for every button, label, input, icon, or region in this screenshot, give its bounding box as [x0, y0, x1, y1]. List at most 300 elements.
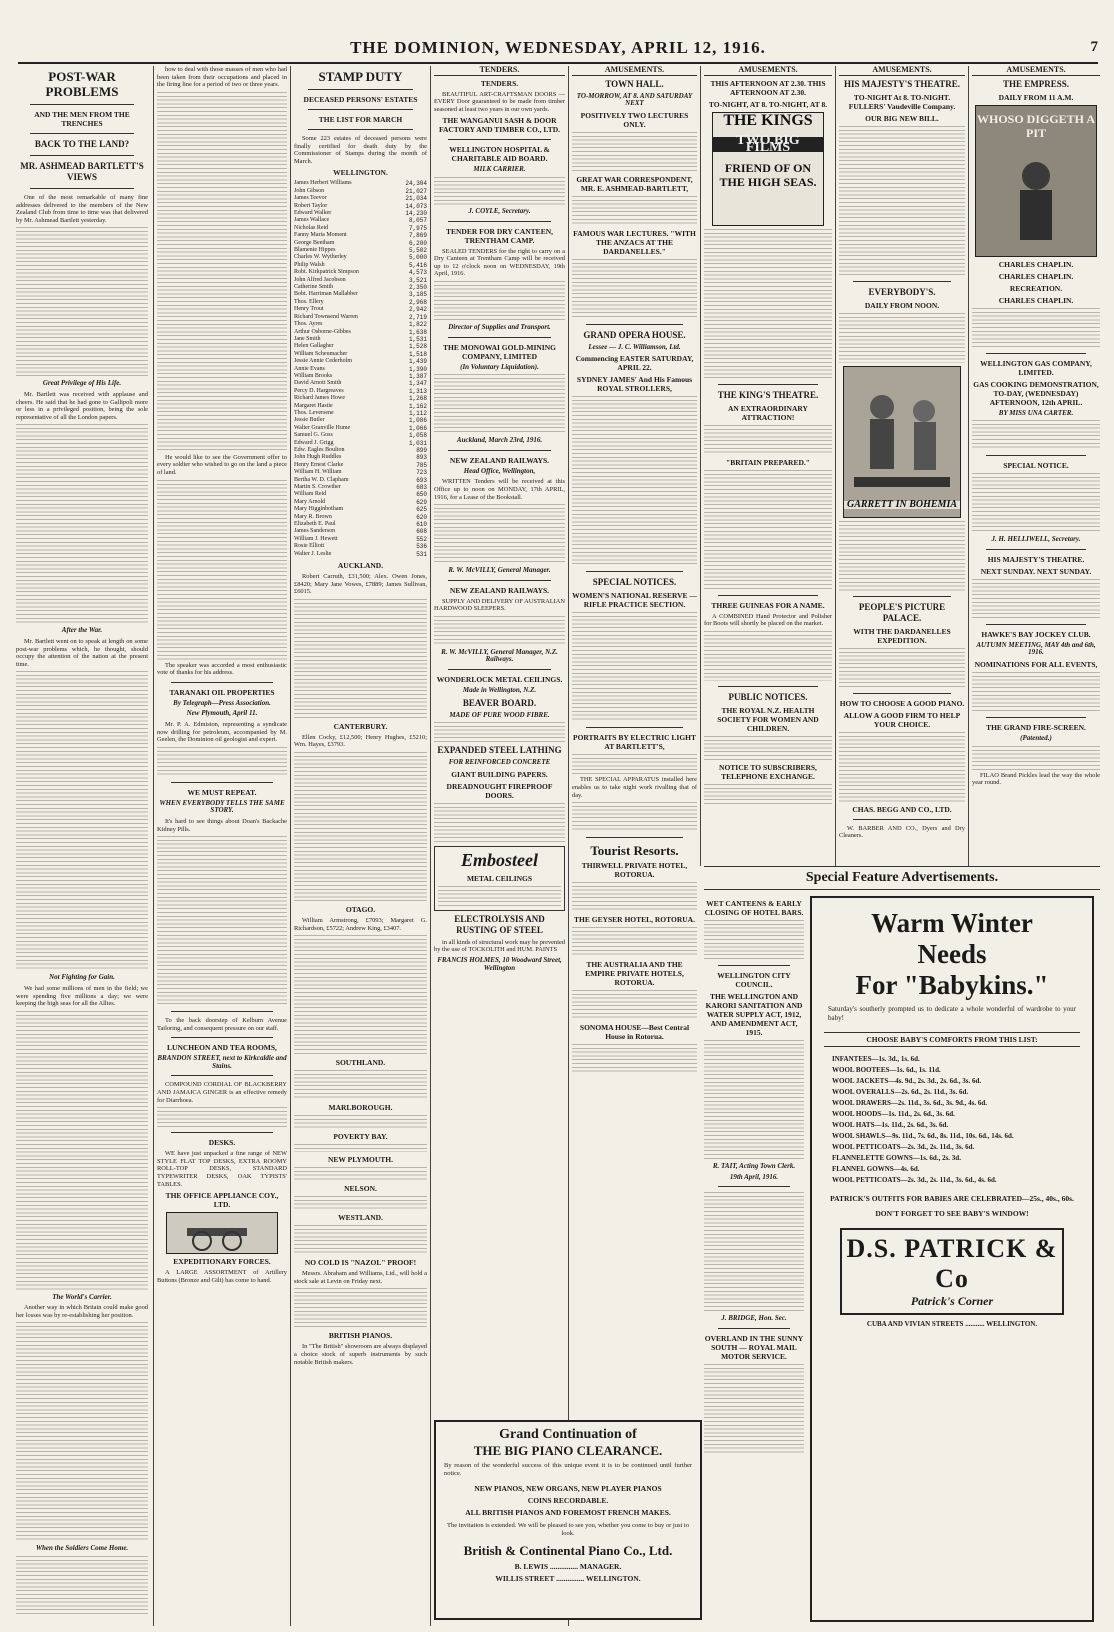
estate-row [294, 462, 427, 469]
ad-footer: THE OFFICE APPLIANCE COY., LTD. [165, 1191, 279, 1210]
estate-name: John Alfred Jacobson [294, 276, 346, 283]
estate-amount: 899 [416, 447, 427, 454]
ad-subheading: BRANDON STREET, next to Kirkcaldie and Stains. [157, 1054, 287, 1070]
ad-heading: CHARLES CHAPLIN. [998, 271, 1074, 281]
ad-subheading: MILK CARRIER. [473, 165, 526, 174]
article-paragraph: William Armstrong, £7093; Margaret G. Richardson, £5722; Andrew King, £3407. [294, 917, 427, 932]
article-paragraph: Ellen Cocky, £12,500; Henry Hughes, £5210; Wm. Hayes, £3793. [294, 733, 427, 749]
cannon-illustration [166, 1212, 278, 1254]
estate-amount: 24,304 [405, 180, 427, 188]
region-heading: AUCKLAND. [337, 561, 384, 571]
ad-subheading: GAS COOKING DEMONSTRATION, TO-DAY, (WEDNESDAY) AFTERNOON, 12th APRIL. [973, 379, 1099, 407]
estate-amount: 5,502 [408, 247, 427, 255]
ad-heading: PORTRAITS BY ELECTRIC LIGHT AT BARTLETT'S, [572, 733, 697, 752]
article-paragraph: Another way in which Britain could make good her losses was by re-establishing her position. [16, 1304, 148, 1319]
ad-signature: R. TAIT, Acting Town Clerk. [712, 1162, 796, 1170]
list-item: WOOL PETTICOATS—2s. 3d., 2s. 11d., 3s. 6d., 4s. 6d. [832, 1176, 997, 1184]
estate-name: Martin S. Crowther [294, 484, 341, 491]
estate-name: Margaret Hastie [294, 402, 333, 409]
estate-row [294, 491, 427, 498]
ad-heading: THE MONOWAI GOLD-MINING COMPANY, LIMITED [443, 342, 556, 361]
ad-heading: EXPANDED STEEL LATHING [437, 745, 562, 756]
ad-heading: FAMOUS WAR LECTURES. "WITH THE ANZACS AT THE DARDANELLES." [573, 228, 696, 256]
column-tag: AMUSEMENTS. [972, 66, 1100, 76]
estate-amount: 1,058 [408, 432, 427, 440]
estate-amount: 5,000 [408, 254, 427, 262]
estate-amount: 21,027 [405, 187, 427, 195]
list-item: FLANNELETTE GOWNS—1s. 6d., 2s. 3d. [832, 1154, 961, 1162]
estate-amount: 21,034 [405, 195, 427, 203]
estate-amount: 625 [416, 506, 427, 514]
estate-name: Bertha W. D. Clapham [294, 476, 349, 483]
ad-outfits: PATRICK'S OUTFITS FOR BABIES ARE CELEBRATED—25s., 40s., 60s. [830, 1194, 1074, 1203]
empress-poster [975, 105, 1097, 257]
poster-text: THE KINGS [723, 111, 813, 129]
poster-text: TWO BIG FILMS [713, 137, 823, 152]
estate-amount: 1,031 [408, 439, 427, 447]
ad-manager: B. LEWIS ............... MANAGER. [514, 1562, 622, 1571]
estate-row [294, 395, 427, 402]
subheading: After the War. [61, 626, 103, 635]
ad-text: It's hard to see things about Doan's Backache Kidney Pills. [157, 817, 287, 833]
estate-row [294, 240, 427, 247]
article-paragraph: Robert Carruth, £31,500; Alex. Owen Jones, £8420; Mary Jane Vowes, £7889; James Sullivan, £6015. [294, 573, 427, 596]
ad-heading: OVERLAND IN THE SUNNY SOUTH — ROYAL MAIL MOTOR SERVICE. [704, 1333, 804, 1361]
subheading: Great Privilege of His Life. [42, 379, 122, 388]
ad-heading: HIS MAJESTY'S THEATRE. [987, 554, 1085, 564]
estate-row [294, 432, 427, 439]
ad-reminder: DON'T FORGET TO SEE BABY'S WINDOW! [875, 1209, 1029, 1218]
estate-name: Henry Trout [294, 306, 324, 313]
estate-row [294, 551, 427, 558]
ad-heading: SYDNEY JAMES' And His Famous ROYAL STROLLERS, [576, 375, 693, 394]
estate-name: Percy D. Hargreaves [294, 387, 344, 394]
estate-amount: 3,185 [408, 291, 427, 299]
ad-text: A COMBINED Hand Protector and Polisher for Boots will shortly be placed on the market. [704, 612, 832, 628]
estate-name: Philip Walsh [294, 261, 325, 268]
ad-headline: THE BIG PIANO CLEARANCE. [473, 1443, 663, 1458]
estate-amount: 1,162 [408, 402, 427, 410]
estate-amount: 1,439 [408, 358, 427, 366]
estate-row [294, 351, 427, 358]
ad-subheading: FOR REINFORCED CONCRETE [448, 758, 551, 767]
ad-heading: POSITIVELY TWO LECTURES ONLY. [580, 110, 689, 129]
estate-amount: 610 [416, 521, 427, 529]
estate-amount: 2,350 [408, 284, 427, 292]
estate-name: Elizabeth E. Paul [294, 521, 336, 528]
ad-text: WE have just unpacked a fine range of NEW STYLE FLAT TOP DESKS, EXTRA ROOMY ROLL-TOP DESKS, STANDARD TYPEWRITER DESKS, OAK TYPISTS' TABLES. [157, 1150, 287, 1188]
list-item: WOOL JACKETS—4s. 9d., 2s. 3d., 2s. 6d., 3s. 6d. [832, 1077, 982, 1085]
ad-text: By reason of the wonderful success of this unique event it is to be continued until further notice. [444, 1462, 692, 1477]
ad-heading: WOMEN'S NATIONAL RESERVE — RIFLE PRACTICE SECTION. [572, 591, 697, 610]
ad-signature: J. BRIDGE, Hon. Sec. [721, 1314, 787, 1323]
article-paragraph: how to deal with those masses of men who had been taken from their occupations and placed in the firing line for a period of two or three years. [157, 66, 287, 89]
ad-subheading: NEXT SUNDAY. NEXT SUNDAY. [980, 566, 1092, 576]
column-8 [972, 66, 1100, 866]
estate-amount: 14,073 [405, 202, 427, 210]
region-heading: WELLINGTON. [333, 168, 388, 178]
estate-row [294, 373, 427, 380]
column-rule [700, 66, 701, 866]
subheading: The World's Carrier. [52, 1292, 112, 1301]
ad-subheading: WHEN EVERYBODY TELLS THE SAME STORY. [159, 798, 285, 815]
estate-row [294, 232, 427, 239]
ad-heading: DREADNOUGHT FIREPROOF DOORS. [446, 781, 553, 800]
estate-amount: 531 [416, 550, 427, 558]
estate-name: Annie Evans [294, 365, 325, 372]
list-item: WOOL SHAWLS—9s. 11d., 7s. 6d., 8s. 11d., 10s. 6d., 14s. 6d. [832, 1132, 1014, 1140]
estate-row [294, 425, 427, 432]
estate-amount: 7,869 [408, 232, 427, 240]
estate-amount: 650 [416, 491, 427, 499]
deck: AND THE MEN FROM THE TRENCHES [34, 110, 130, 128]
cannon-icon [167, 1213, 277, 1253]
ad-text: A LARGE ASSORTMENT of Artillery Buttons (Bronze and Gilt) has come to hand. [157, 1269, 287, 1284]
estate-amount: 785 [416, 461, 427, 469]
estate-row [294, 262, 427, 269]
estate-amount: 3,521 [408, 276, 427, 284]
ad-heading: HIS MAJESTY'S THEATRE. [844, 78, 960, 89]
ad-signature: R. W. McVILLY, General Manager. [448, 566, 551, 575]
ad-heading: "BRITAIN PREPARED." [726, 457, 810, 467]
estate-row [294, 366, 427, 373]
estate-name: Thos. Ellery [294, 298, 324, 305]
estate-name: William Reid [294, 491, 327, 498]
estate-amount: 4,573 [408, 269, 427, 277]
estate-amount: 1,528 [408, 343, 427, 351]
ad-heading: HAWKE'S BAY JOCKEY CLUB. [981, 629, 1091, 639]
region-heading: WESTLAND. [338, 1213, 383, 1223]
estate-row [294, 403, 427, 410]
section-heading: SPECIAL NOTICES. [592, 577, 677, 588]
estate-row [294, 343, 427, 350]
estate-amount: 693 [416, 476, 427, 484]
estate-name: Edward Walker [294, 210, 332, 216]
ad-signature: CHAS. BEGG AND CO., LTD. [852, 804, 952, 814]
ad-heading: THIRWELL PRIVATE HOTEL, ROTORUA. [581, 861, 688, 880]
estate-row [294, 447, 427, 454]
estate-amount: 1,390 [408, 365, 427, 373]
deck: MR. ASHMEAD BARTLETT'S VIEWS [20, 161, 144, 182]
region-heading: OTAGO. [345, 905, 376, 915]
estate-name: Mary Arnold [294, 498, 326, 505]
estate-amount: 1,066 [408, 424, 427, 432]
ad-heading: TENDERS. [480, 78, 519, 88]
ad-text: SEALED TENDERS for the right to carry on a Dry Canteen at Trentham Camp will be received up to 12 o'clock noon on WEDNESDAY, 19th April, 1916. [434, 247, 565, 278]
ad-subheading: METAL CEILINGS [466, 873, 533, 883]
estate-name: Robt. Kirkpatrick Simpson [294, 269, 359, 276]
estate-row [294, 336, 427, 343]
ad-signature: Auckland, March 23rd, 1916. [456, 436, 543, 445]
article-paragraph: Some 223 estates of deceased persons were finally certified for death duty by the Commissioner of Stamps during the month of March. [294, 135, 427, 165]
ad-signature: R. W. McVILLY, General Manager, N.Z. Railways. [441, 647, 558, 664]
ad-intro: Saturday's southerly prompted us to dedicate a whole wonderful of wardrobe to your baby! [828, 1005, 1076, 1022]
subheading: Not Fighting for Gain. [49, 973, 115, 982]
dateline: 19th April, 1916. [729, 1172, 779, 1181]
ad-text: WRITTEN Tenders will be received at this Office up to noon on MONDAY, 17th APRIL, 1916, for a Lease of the Bookstall. [434, 478, 565, 501]
estate-row [294, 499, 427, 506]
ad-heading: HOW TO CHOOSE A GOOD PIANO. [839, 698, 965, 708]
estate-row [294, 521, 427, 528]
estate-row [294, 188, 427, 195]
estate-amount: 1,822 [408, 321, 427, 329]
ad-heading: NEW ZEALAND RAILWAYS. [449, 585, 550, 595]
column-rule [153, 66, 154, 1626]
estate-name: Walter J. Leslie [294, 550, 332, 557]
column-1 [16, 66, 148, 1626]
section-heading: Tourist Resorts. [590, 843, 679, 859]
estate-amount: 2,719 [408, 313, 427, 321]
ad-heading: Commencing EASTER SATURDAY, APRIL 22. [575, 354, 694, 373]
dateline: New Plymouth, April 11. [186, 709, 258, 718]
estate-amount: 2,942 [408, 306, 427, 314]
ad-subheading: (Patented.) [1020, 733, 1052, 742]
estate-row [294, 269, 427, 276]
ad-subheading: Head Office, Wellington, [463, 466, 536, 475]
estate-name: Jane Smith [294, 335, 321, 342]
ad-footer: THE WANGANUI SASH & DOOR FACTORY AND TIMBER CO., LTD. [438, 116, 561, 135]
ad-heading: WELLINGTON CITY COUNCIL. [717, 971, 791, 989]
ad-heading: BEAVER BOARD. [462, 697, 537, 708]
ad-subheading: ALLOW A GOOD FIRM TO HELP YOUR CHOICE. [843, 710, 961, 729]
ad-heading: GREAT WAR CORRESPONDENT, MR. E. ASHMEAD-BARTLETT, [576, 174, 693, 193]
estate-amount: 552 [416, 535, 427, 543]
ad-heading: GRAND OPERA HOUSE. [583, 329, 686, 340]
ad-subheading: AUTUMN MEETING, MAY 4th and 6th, 1916. [976, 640, 1096, 657]
article-paragraph: Mr. P. A. Edmiston, representing a syndicate now drilling for petroleum, accompanied by M. Geelen, the Dominion oil geologist and expert. [157, 720, 287, 744]
estate-name: Bobt. Harriman Mallabber [294, 291, 358, 298]
ad-subheading: WITH THE DARDANELLES EXPEDITION. [853, 626, 951, 645]
estate-name: John Gibson [294, 187, 325, 194]
ad-subheading: THE WELLINGTON AND KARORI SANITATION AND WATER SUPPLY ACT, 1912, AND AMENDMENT ACT, 1915. [705, 992, 803, 1037]
ad-headline: Grand Continuation of [499, 1427, 637, 1442]
ad-text: THE SPECIAL APPARATUS installed here enables us to take night work rivalling that of day. [572, 776, 697, 799]
ad-heading: LUNCHEON AND TEA ROOMS, [167, 1043, 277, 1053]
subheading: When the Soldiers Come Home. [35, 1544, 129, 1553]
headline: STAMP DUTY [318, 69, 403, 84]
estate-amount: 620 [416, 513, 427, 521]
estate-row [294, 306, 427, 313]
column-rule [290, 66, 291, 1626]
estate-row [294, 217, 427, 224]
ad-headline: Warm Winter [871, 908, 1033, 938]
company-name: British & Continental Piano Co., Ltd. [463, 1543, 673, 1558]
ad-headline: For "Babykins." [855, 970, 1049, 1000]
column-5 [572, 66, 697, 1166]
estate-amount: 683 [416, 484, 427, 492]
ad-heading: NEW ZEALAND RAILWAYS. [449, 455, 550, 465]
estate-amount: 1,518 [408, 350, 427, 358]
ad-heading: PEOPLE'S PICTURE PALACE. [858, 601, 946, 623]
column-6 [704, 66, 832, 866]
ad-heading: CHARLES CHAPLIN. [998, 295, 1074, 305]
ad-subheading: (In Voluntary Liquidation). [460, 362, 539, 371]
estate-row [294, 291, 427, 298]
poster-figure-icon [976, 106, 1096, 256]
estate-amount: 608 [416, 528, 427, 536]
estate-name: Blamenie Hippes [294, 247, 336, 254]
estate-row [294, 417, 427, 424]
ad-line: NEW PIANOS, NEW ORGANS, NEW PLAYER PIANOS [474, 1484, 662, 1493]
piano-clearance-ad [434, 1420, 702, 1620]
estate-row [294, 380, 427, 387]
list-item: WOOL HATS—1s. 11d., 2s. 6d., 3s. 6d. [832, 1121, 949, 1129]
column-tag: AMUSEMENTS. [572, 66, 697, 76]
estate-name: Nicholas Reid [294, 224, 329, 231]
estate-amount: 8,057 [408, 217, 427, 225]
byline: By Telegraph—Press Association. [173, 698, 271, 707]
ad-text: FILAO Brand Pickles lead the way the whole year round. [972, 771, 1100, 787]
garrett-poster [843, 366, 961, 518]
estate-amount: 629 [416, 498, 427, 506]
estate-name: Fanny Maria Moment [294, 232, 347, 239]
estate-row [294, 195, 427, 202]
region-heading: SOUTHLAND. [335, 1058, 386, 1068]
ad-text: SUPPLY AND DELIVERY OF AUSTRALIAN HARDWOOD SLEEPERS. [434, 597, 565, 613]
estate-name: William J. Hewett [294, 535, 338, 542]
estate-row [294, 410, 427, 417]
estate-amount: 14,230 [405, 210, 427, 217]
ad-heading: THIS AFTERNOON AT 2.30. THIS AFTERNOON AT 2.30. [710, 78, 826, 97]
ad-heading: NO COLD IS "NAZOL" PROOF! [304, 1258, 417, 1268]
article-paragraph: Mr. Bartlett went on to speak at length on some post-war problems which, he thought, should occupy the attention of the nation at the present time. [16, 637, 148, 668]
estate-row [294, 506, 427, 513]
article-paragraph: One of the most remarkable of many fine addresses delivered to the members of the New Zealand Club from time to time was that delivered by Mr. Ashmead Bartlett yesterday. [16, 194, 148, 224]
estate-amount: 2,968 [408, 298, 427, 306]
estate-name: Arthur Osborne-Gibbes [294, 328, 351, 335]
estate-amount: 536 [416, 543, 427, 551]
patrick-ad [810, 896, 1094, 1622]
ad-text: To the back doorstep of Kelburn Avenue Tailoring, and consequent pressure on our staff. [157, 1017, 287, 1032]
ad-heading: THREE GUINEAS FOR A NAME. [711, 600, 825, 610]
poster-figures-icon [844, 367, 960, 517]
ad-heading: TENDER FOR DRY CANTEEN, TRENTHAM CAMP. [446, 226, 553, 245]
estate-name: Edw. Eagles Boulton [294, 447, 345, 453]
estate-name: Mary R. Brown [294, 513, 332, 520]
ad-heading: WONDERLOCK METAL CEILINGS. [436, 675, 563, 685]
ad-subheading: Lessee — J. C. Williamson, Ltd. [588, 342, 681, 351]
ad-heading: THE AUSTRALIA AND THE EMPIRE PRIVATE HOTELS, ROTORUA. [585, 960, 684, 988]
ad-subheading: RECREATION. [1009, 283, 1063, 293]
estate-row [294, 484, 427, 491]
ad-heading: CHARLES CHAPLIN. [998, 259, 1074, 269]
column-4 [434, 66, 565, 1166]
ad-heading: WET CANTEENS & EARLY CLOSING OF HOTEL BARS. [704, 899, 804, 917]
estate-amount: 1,531 [408, 335, 427, 343]
estate-name: Thos. Ayres [294, 321, 323, 328]
ad-heading: THE EMPRESS. [1002, 78, 1069, 89]
ad-heading: NOMINATIONS FOR ALL EVENTS, [974, 659, 1098, 669]
estate-amount: 1,268 [408, 395, 427, 403]
ad-line: COINS RECORDABLE. [527, 1496, 609, 1505]
ad-heading: EVERYBODY'S. [868, 286, 936, 297]
estate-amount: 5,416 [408, 261, 427, 269]
estate-row [294, 225, 427, 232]
estate-amount: 1,347 [408, 380, 427, 388]
column-6-lower [704, 896, 804, 1616]
ad-heading: ELECTROLYSIS AND RUSTING OF STEEL [454, 913, 545, 935]
ad-subheading: TO-NIGHT At 8. TO-NIGHT. FULLERS' Vaudeville Company. [848, 92, 956, 111]
estate-name: George Beetham [294, 239, 335, 246]
ad-heading: BRITISH PIANOS. [328, 1331, 393, 1341]
column-rule [568, 66, 569, 1626]
list-item: INFANTEES—1s. 3d., 1s. 6d. [832, 1055, 920, 1063]
estate-amount: 6,200 [408, 239, 427, 247]
article-paragraph: He would like to see the Government offer to every soldier who wished to go on the land a piece of land. [157, 453, 287, 476]
region-heading: MARLBOROUGH. [328, 1103, 393, 1113]
column-3 [294, 66, 427, 1626]
ad-subheading: Made in Wellington, N.Z. [462, 686, 537, 695]
article-paragraph: Mr. Bartlett was received with applause and cheers. He said that he had gone to Gallipoli more or less in a privileged position, being the sole representative of all the London papers. [16, 390, 148, 421]
deck: THE LIST FOR MARCH [318, 115, 403, 124]
ad-text: BEAUTIFUL ART-CRAFTSMAN DOORS — EVERY Door guaranteed to be made from timber seasoned at least two years in our own yards. [434, 90, 565, 113]
estate-row [294, 388, 427, 395]
estate-name: Samuel G. Goss [294, 432, 333, 439]
estate-name: James Teevor [294, 195, 327, 202]
ad-heading: TOWN HALL. [605, 78, 664, 89]
ad-heading: NOTICE TO SUBSCRIBERS, TELEPHONE EXCHANGE. [719, 762, 817, 781]
poster-text: FRIEND OF ON THE HIGH SEAS. [719, 160, 817, 189]
ad-subheading: MADE OF PURE WOOD FIBRE. [449, 710, 550, 719]
estate-name: Rosie Elliott [294, 543, 325, 550]
estate-name: William Brooks [294, 372, 333, 379]
estate-row [294, 247, 427, 254]
section-heading: PUBLIC NOTICES. [728, 691, 808, 702]
ad-subheading: TO-NIGHT, AT 8. TO-NIGHT, AT 8. [708, 99, 828, 109]
estate-name: David Arnott Smith [294, 380, 342, 387]
estate-row [294, 514, 427, 521]
ad-text: W. BARBER AND CO., Dyers and Dry Cleaners. [839, 824, 965, 840]
estate-row [294, 299, 427, 306]
patrick-logo [840, 1228, 1064, 1315]
column-rule [430, 66, 431, 1626]
special-features-banner [704, 866, 1100, 890]
article-paragraph: We had some millions of men in the field; we were spending five millions a day; we were keeping the high seas for all the Allies. [16, 984, 148, 1008]
masthead [18, 38, 1098, 64]
ad-text: in all kinds of structural work may be prevented by the use of TOCKOLITH and HUM. PAINTS [434, 938, 565, 954]
ad-heading: AN EXTRAORDINARY ATTRACTION! [728, 403, 808, 422]
article-paragraph: Messrs. Abraham and Williams, Ltd., will hold a stock sale at Levin on Friday next. [294, 1270, 427, 1285]
estate-row [294, 210, 427, 217]
estate-name: Jessie Annie Cederholm [294, 358, 352, 365]
estate-name: Richard James Howe [294, 395, 345, 402]
estate-name: James Herbert Williams [294, 180, 352, 187]
ad-footer: FRANCIS HOLMES, 10 Woodward Street, Wellington [437, 956, 562, 972]
ad-heading: DESKS. [208, 1138, 236, 1148]
masthead-title: THE DOMINION, WEDNESDAY, APRIL 12, 1916. [350, 38, 766, 57]
estate-name: William H. William [294, 469, 342, 476]
ad-text: In "The British" showroom are always displayed a choice stock of superb instruments by such notable British makers. [294, 1343, 427, 1366]
region-heading: NEW PLYMOUTH. [327, 1155, 393, 1165]
estate-amount: 1,112 [408, 409, 427, 417]
list-item: WOOL BOOTEES—1s. 6d., 1s. 11d. [832, 1066, 941, 1074]
estate-row [294, 477, 427, 484]
ad-signature: BY MISS UNA CARTER. [998, 408, 1074, 417]
section-heading: TARANAKI OIL PROPERTIES [169, 687, 275, 697]
region-heading: POVERTY BAY. [333, 1132, 388, 1142]
ad-heading: WELLINGTON GAS COMPANY, LIMITED. [980, 358, 1092, 377]
estate-amount: 723 [416, 469, 427, 477]
region-heading: NELSON. [344, 1184, 377, 1194]
estate-row [294, 329, 427, 336]
estate-name: Richard Townsend Warren [294, 313, 358, 320]
deck: BACK TO THE LAND? [34, 139, 130, 149]
baby-comfort-list [812, 1052, 1092, 1188]
list-item: WOOL PETTICOATS—2s. 3d., 2s. 11d., 3s. 6d. [832, 1143, 975, 1151]
list-item: WOOL DRAWERS—2s. 11d., 3s. 6d., 3s. 9d., 4s. 6d. [832, 1099, 988, 1107]
estate-row [294, 254, 427, 261]
estate-row [294, 454, 427, 461]
